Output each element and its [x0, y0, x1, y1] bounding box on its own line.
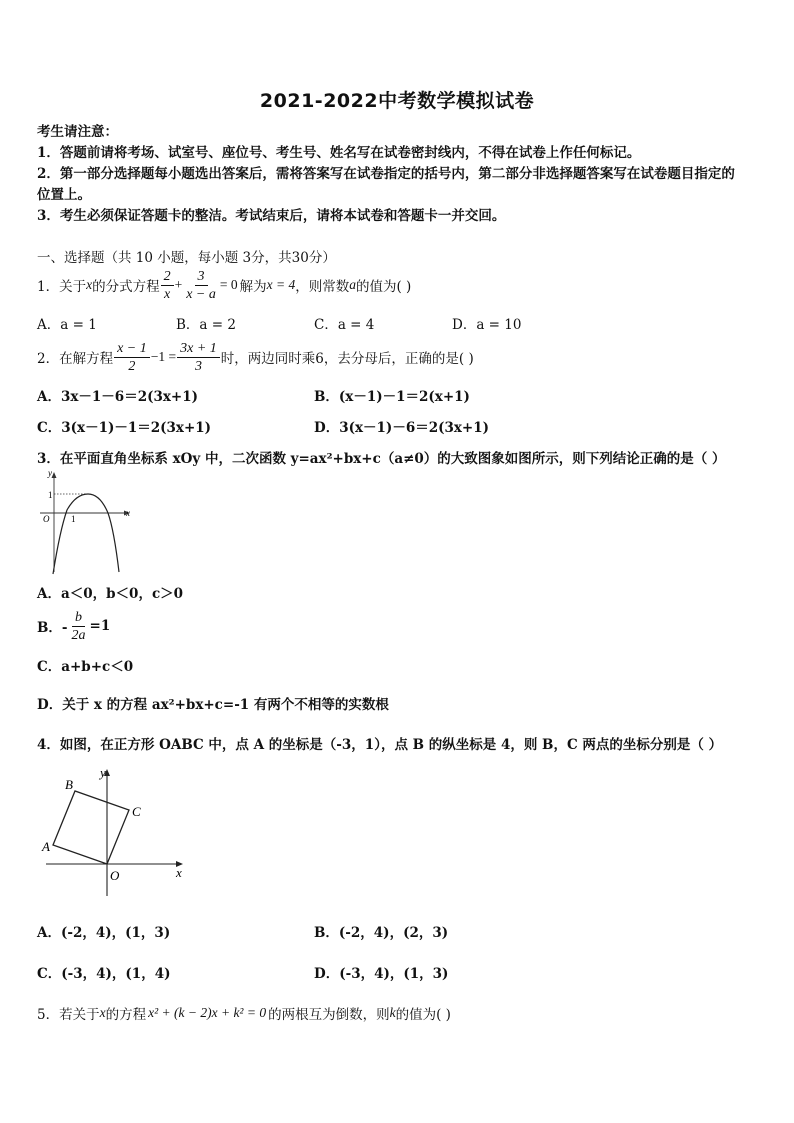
- q1-f1-num: 2: [161, 268, 174, 286]
- q3-option-d: D．关于 x 的方程 ax²+bx+c=-1 有两个不相等的实数根: [37, 697, 389, 713]
- q2-prefix: 2．在解方程: [37, 351, 114, 367]
- notice-item: 1．答题前请将考场、试室号、座位号、考生号、姓名写在试卷密封线内，不得在试卷上作任何标记。: [37, 145, 641, 161]
- question-1-stem: [37, 265, 411, 305]
- q3-y-label: y: [48, 468, 52, 478]
- q1-option-b: B．a = 2: [176, 317, 236, 333]
- q1-mid2: ，则常数: [295, 279, 350, 295]
- q3-origin-label: O: [43, 514, 50, 524]
- q3-one-x-label: 1: [71, 514, 76, 524]
- q1-mid1: 的分式方程: [92, 279, 160, 295]
- q2-fraction-2: [177, 340, 220, 375]
- question-2-stem: [37, 337, 474, 377]
- q5-var-k: k: [389, 1005, 396, 1020]
- q2-option-a: A．3x－1－6＝2(3x+1): [37, 389, 199, 405]
- q4-option-b: B．(-2，4)，(2，3): [314, 925, 449, 941]
- q3-option-b: [37, 606, 110, 646]
- q2-f2-den: 3: [194, 358, 202, 374]
- q4-a-label: A: [42, 839, 50, 854]
- notice-item: 3．考生必须保证答题卡的整洁。考试结束后，请将本试卷和答题卡一并交回。: [37, 208, 506, 224]
- q3-option-a: A．a＜0，b＜0，c＞0: [37, 586, 184, 602]
- q1-suffix: 的值为( ): [356, 279, 412, 295]
- q4-option-d: D．(-3，4)，(1，3): [314, 966, 449, 982]
- q3-option-c: C．a+b+c＜0: [37, 659, 134, 675]
- q2-option-c: C．3(x－1)－1＝2(3x+1): [37, 420, 212, 436]
- notice-heading: 考生请注意：: [37, 124, 118, 140]
- q1-fraction-2: [183, 268, 219, 303]
- page-title: 2021-2022中考数学模拟试卷: [259, 90, 535, 112]
- question-3-stem: 3．在平面直角坐标系 xOy 中，二次函数 y=ax²+bx+c（a≠0）的大致图象如图所示，则下列结论正确的是（ ）: [37, 451, 726, 467]
- q3-optb-num: b: [72, 609, 85, 627]
- q2-f2-num: 3x + 1: [177, 340, 220, 358]
- q5-prefix: 5．若关于: [37, 1007, 100, 1023]
- q4-square-graph: [40, 760, 190, 902]
- q3-optb-prefix: B．-: [37, 620, 68, 636]
- notice-item: 位置上。: [37, 187, 91, 203]
- q5-suffix: 的值为( ): [395, 1007, 451, 1023]
- q2-suffix: 时，两边同时乘6，去分母后，正确的是( ): [220, 351, 474, 367]
- q5-mid2: 的两根互为倒数，则: [268, 1007, 390, 1023]
- q4-c-label: C: [132, 804, 141, 819]
- q3-y-axis-arrow: [52, 472, 57, 478]
- notice-item: 2．第一部分选择题每小题选出答案后，需将答案写在试卷指定的括号内，第二部分非选择题答案写在试卷题目指定的: [37, 166, 735, 182]
- q1-solve: 解为: [239, 279, 267, 295]
- q1-option-c: C．a = 4: [314, 317, 375, 333]
- q1-prefix: 1．关于: [37, 279, 87, 295]
- q4-option-c: C．(-3，4)，(1，4): [37, 966, 171, 982]
- q1-solution: x = 4: [266, 277, 296, 292]
- q3-x-label: x: [126, 508, 130, 518]
- q1-fraction-1: [161, 268, 174, 303]
- q3-optb-den: 2a: [71, 627, 86, 643]
- q4-b-label: B: [65, 777, 73, 792]
- q1-plus: +: [174, 277, 183, 292]
- q1-f2-den: x − a: [186, 286, 216, 302]
- q2-fraction-1: [114, 340, 150, 375]
- question-5-stem: [37, 1003, 451, 1023]
- q5-equation: x² + (k − 2)x + k² = 0: [148, 1005, 267, 1020]
- q1-f1-den: x: [163, 286, 171, 302]
- q3-parabola-curve: [53, 494, 119, 574]
- q1-option-a: A．a = 1: [37, 317, 97, 333]
- q2-option-d: D．3(x－1)－6＝2(3x+1): [314, 420, 490, 436]
- q3-optb-suffix: =1: [89, 618, 111, 634]
- q2-option-b: B．(x－1)－1＝2(x+1): [314, 389, 470, 405]
- q2-f1-den: 2: [128, 358, 136, 374]
- q4-y-label: y: [100, 765, 106, 780]
- q1-f2-num: 3: [195, 268, 208, 286]
- q3-one-y-label: 1: [48, 490, 53, 500]
- q3-optb-fraction: [69, 609, 89, 644]
- q4-x-label: x: [176, 865, 182, 880]
- q5-mid: 的方程: [105, 1007, 147, 1023]
- question-4-stem: 4．如图，在正方形 OABC 中，点 A 的坐标是（-3，1），点 B 的纵坐标是 4，则 B，C 两点的坐标分别是（ ）: [37, 737, 723, 753]
- q4-o-label: O: [110, 868, 120, 883]
- q2-minus1: −1 =: [150, 349, 177, 364]
- section-heading: 一、选择题（共 10 小题，每小题 3分，共30分）: [37, 250, 336, 266]
- q1-var-a: a: [349, 277, 356, 292]
- q1-option-d: D．a = 10: [452, 317, 522, 333]
- q4-option-a: A．(-2，4)，(1，3): [37, 925, 171, 941]
- q4-square-oabc: [53, 791, 129, 864]
- q3-parabola-graph: [36, 468, 142, 576]
- q1-var-x: x: [86, 277, 93, 292]
- q1-eq0: = 0: [219, 277, 238, 292]
- q5-var-x: x: [99, 1005, 106, 1020]
- q2-f1-num: x − 1: [114, 340, 150, 358]
